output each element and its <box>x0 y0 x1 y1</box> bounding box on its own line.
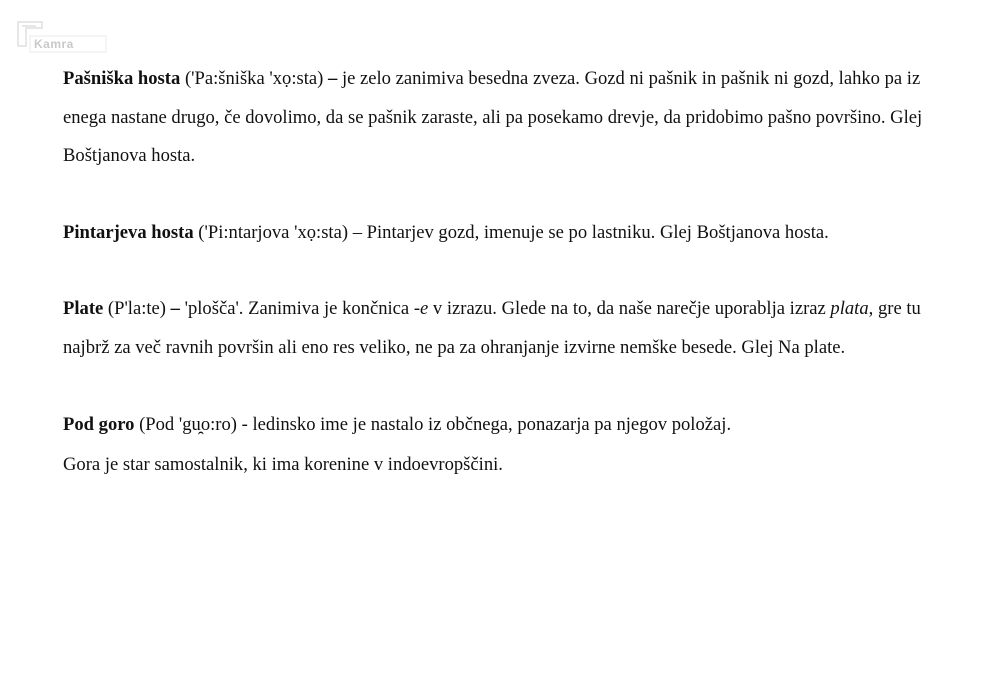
entry-term: Pintarjeva hosta <box>63 221 194 243</box>
entry-text: ledinsko ime je nastalo iz občnega, ponazarja pa njegov položaj. <box>247 414 732 435</box>
entry-text-continuation: Gora je star samostalnik, ki ima korenine v indoevropščini. <box>63 454 503 475</box>
entry-dash: - <box>241 414 248 435</box>
watermark-text: Kamra <box>34 37 74 51</box>
entry-pod-goro <box>63 405 943 485</box>
entry-pronunciation: ('Pi:ntarjova 'xọ:sta) <box>193 221 353 243</box>
entry-dash: – <box>328 68 338 89</box>
entry-text: je zelo zanimiva besedna zveza. Gozd ni pašnik in pašnik ni gozd, lahko pa iz enega nastane drugo, če dovolimo, da se pašnik zaraste, ali pa posekamo drevje, da pridobimo pašno površino. Glej Boštjanova hosta. <box>63 68 923 166</box>
entry-text: 'plošča'. Zanimiva je končnica <box>179 298 414 319</box>
entry-dash: – <box>170 298 180 319</box>
entry-pronunciation: (P'la:te) <box>103 298 171 319</box>
entry-italic-suffix: -e <box>413 298 429 319</box>
entry-pasniska-hosta <box>63 60 943 176</box>
entry-text: , gre tu najbrž za več ravnih površin ali eno res veliko, ne pa za ohranjanje izvirne nemške besede. Glej Na plate. <box>63 298 921 358</box>
document-body <box>63 60 943 523</box>
entry-pronunciation: ('Pa:šniška 'xọ:sta) <box>180 68 328 89</box>
entry-dash: – <box>352 221 362 243</box>
entry-text: v izrazu. Glede na to, da naše narečje uporablja izraz <box>428 298 831 319</box>
entry-term: Pašniška hosta <box>63 68 181 89</box>
entry-pintarjeva-hosta <box>63 214 943 253</box>
entry-pronunciation: (Pod 'gu̯o:ro) <box>134 414 242 435</box>
entry-term: Pod goro <box>63 414 135 435</box>
entry-term: Plate <box>63 298 104 319</box>
entry-plate <box>63 290 943 367</box>
entry-italic-word: plata <box>830 298 869 319</box>
entry-text: Pintarjev gozd, imenuje se po lastniku. Glej Boštjanova hosta. <box>362 221 829 243</box>
